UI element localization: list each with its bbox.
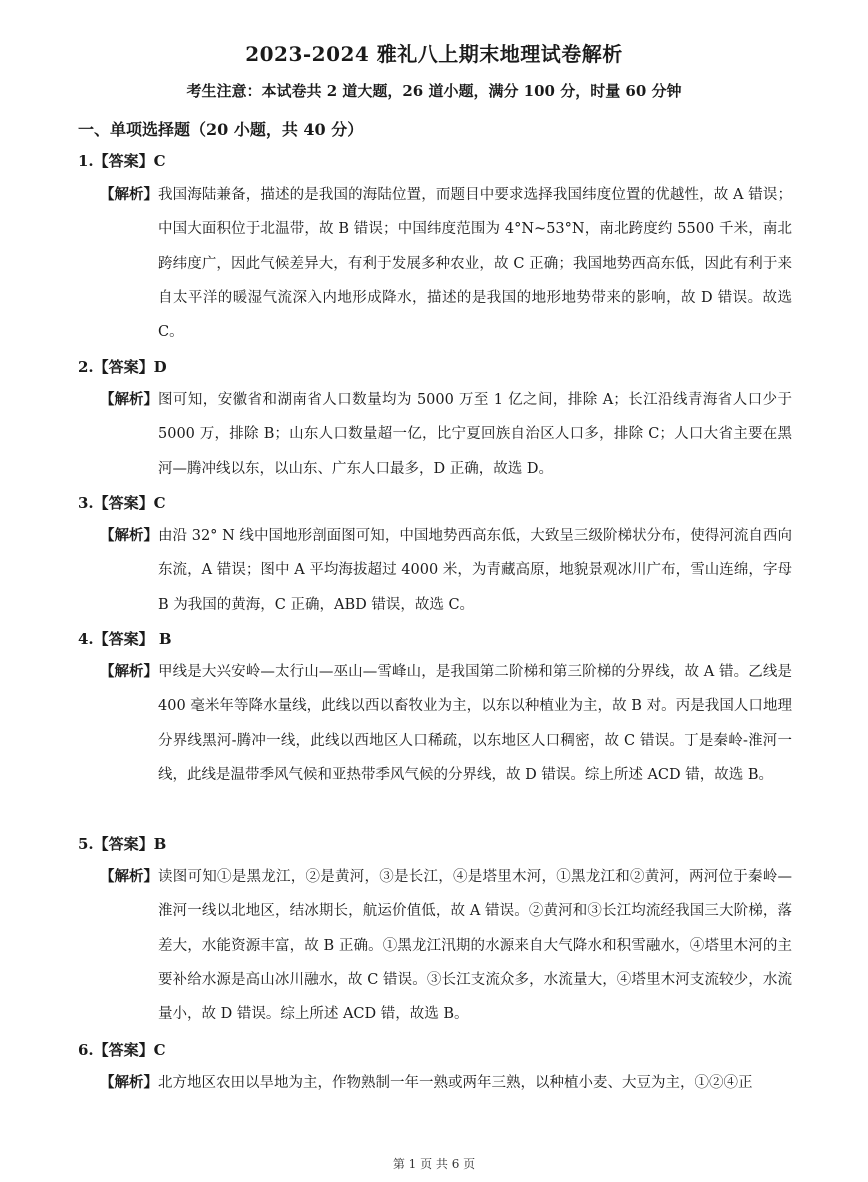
- explanation-label: 【解析】: [100, 1074, 158, 1091]
- explanation-text: 读图可知①是黑龙江，②是黄河，③是长江，④是塔里木河，①黑龙江和②黄河，两河位于秦岭—淮河一线以北地区，结冰期长，航运价值低，故 A 错误。②黄河和③长江均流经我国三大阶梯，落差大，水能资源丰富，故 B 正确。①黑龙江汛期的水源来自大气降水和积雪融水，④塔里木河的主要补给水源是高山冰川融水，故 C 错误。③长江支流众多，水流量大，④塔里木河支流较少，水流量小，故 D 错误。综上所述 ACD 错，故选 B。: [158, 869, 792, 1023]
- explanation-1: [100, 178, 792, 349]
- answer-5: 5.【答案】B: [78, 835, 167, 853]
- exam-notice: 考生注意：本试卷共 2 道大题，26 道小题，满分 100 分，时量 60 分钟: [186, 82, 682, 100]
- explanation-text: 甲线是大兴安岭—太行山—巫山—雪峰山，是我国第二阶梯和第三阶梯的分界线，故 A 错。乙线是 400 毫米年等降水量线，此线以西以畜牧业为主，以东以种植业为主，故 B 对。丙是我国人口地理分界线黑河-腾冲一线，此线以西地区人口稀疏，以东地区人口稠密，故 C 错误。丁是秦岭-淮河一线，此线是温带季风气候和亚热带季风气候的分界线，故 D 错误。综上所述 ACD 错，故选 B。: [158, 664, 792, 783]
- section-heading: 一、单项选择题（20 小题，共 40 分）: [78, 120, 364, 139]
- explanation-label: 【解析】: [100, 391, 158, 408]
- answer-6: 6.【答案】C: [78, 1041, 166, 1059]
- answer-1: 1.【答案】C: [78, 152, 166, 170]
- explanation-3: [100, 519, 792, 622]
- explanation-label: 【解析】: [100, 868, 158, 885]
- explanation-6: [100, 1066, 792, 1100]
- answer-4: 4.【答案】 B: [78, 630, 172, 648]
- answer-2: 2.【答案】D: [78, 358, 167, 376]
- page-footer: 第 1 页 共 6 页: [392, 1157, 476, 1171]
- explanation-text: 我国海陆兼备，描述的是我国的海陆位置，而题目中要求选择我国纬度位置的优越性，故 A 错误；中国大面积位于北温带，故 B 错误；中国纬度范围为 4°N~53°N，南北跨度约 5500 千米，南北跨纬度广，因此气候差异大，有利于发展多种农业，故 C 正确；我国地势西高东低，因此有利于来自太平洋的暖湿气流深入内地形成降水，描述的是我国的地形地势带来的影响，故 D 错误。故选 C。: [158, 187, 792, 341]
- explanation-text: 由沿 32° N 线中国地形剖面图可知，中国地势西高东低，大致呈三级阶梯状分布，使得河流自西向东流，A 错误；图中 A 平均海拔超过 4000 米，为青藏高原，地貌景观冰川广布，雪山连绵，字母 B 为我国的黄海，C 正确，ABD 错误，故选 C。: [158, 528, 792, 613]
- explanation-text: 北方地区农田以旱地为主，作物熟制一年一熟或两年三熟，以种植小麦、大豆为主，①②④正: [158, 1075, 753, 1091]
- explanation-label: 【解析】: [100, 186, 158, 203]
- explanation-5: [100, 860, 792, 1031]
- explanation-2: [100, 383, 792, 486]
- explanation-label: 【解析】: [100, 527, 158, 544]
- explanation-4: [100, 655, 792, 792]
- page-title: 2023-2024 雅礼八上期末地理试卷解析: [245, 42, 623, 66]
- explanation-label: 【解析】: [100, 663, 158, 680]
- explanation-text: 图可知，安徽省和湖南省人口数量均为 5000 万至 1 亿之间，排除 A；长江沿线青海省人口少于 5000 万，排除 B；山东人口数量超一亿，比宁夏回族自治区人口多，排除 C；人口大省主要在黑河—腾冲线以东，以山东、广东人口最多，D 正确，故选 D。: [158, 392, 792, 477]
- answer-3: 3.【答案】C: [78, 494, 166, 512]
